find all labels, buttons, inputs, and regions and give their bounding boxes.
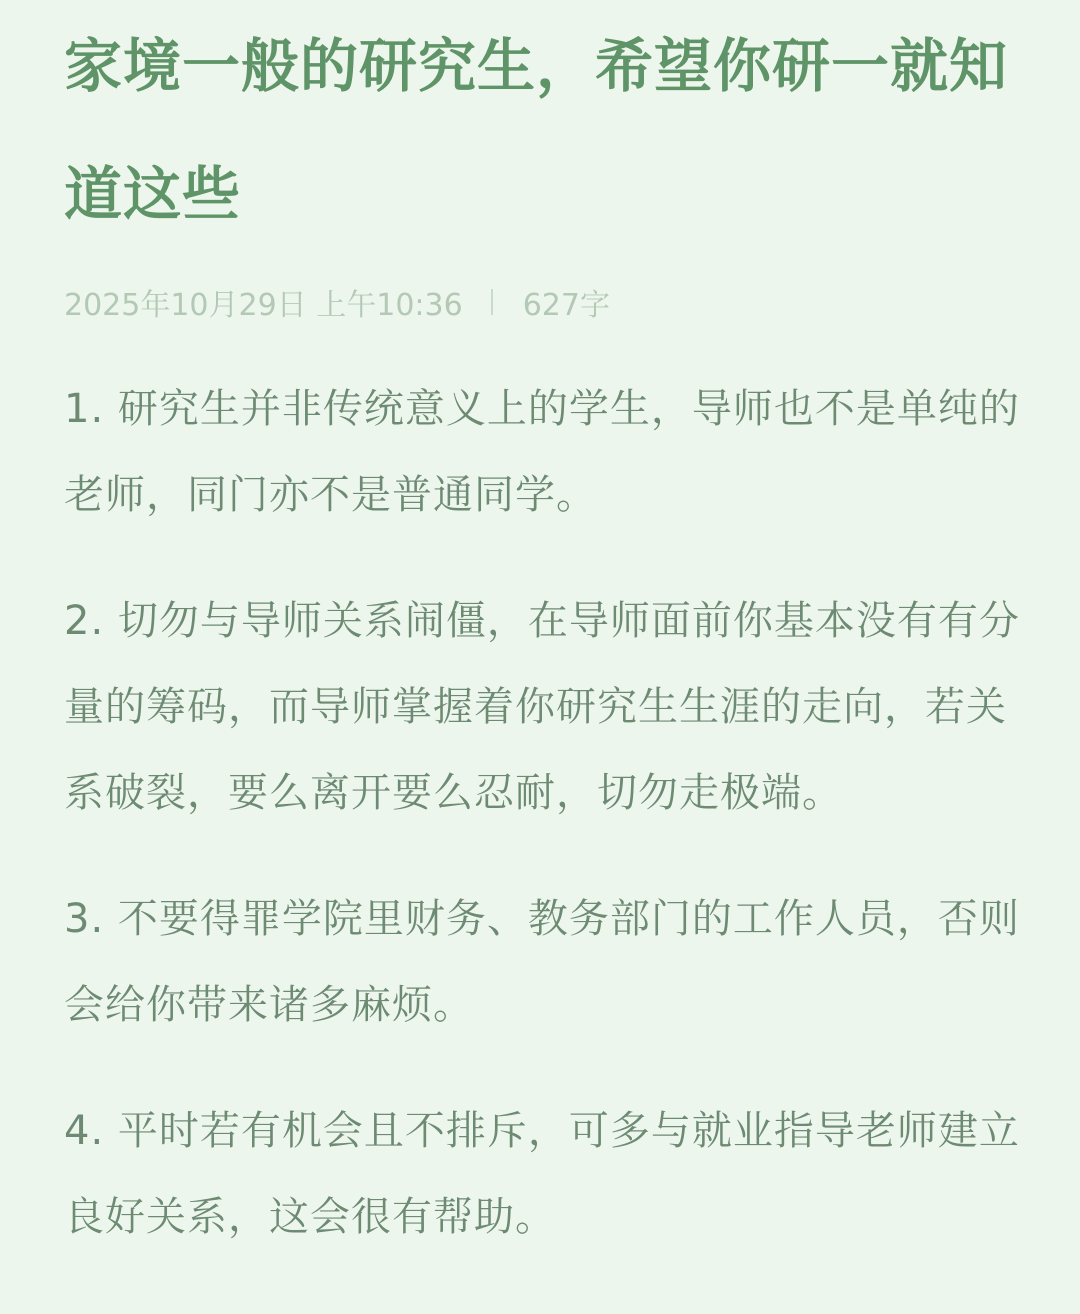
- publish-date: 2025年10月29日 上午10:36: [64, 288, 463, 323]
- word-count: 627字: [522, 288, 610, 323]
- paragraph-2: 2. 切勿与导师关系闹僵，在导师面前你基本没有有分量的筹码，而导师掌握着你研究生生涯的走向，若关系破裂，要么离开要么忍耐，切勿走极端。: [64, 598, 1020, 816]
- paragraph-1: 1. 研究生并非传统意义上的学生，导师也不是单纯的老师，同门亦不是普通同学。: [64, 386, 1020, 518]
- article-meta: [64, 280, 1028, 324]
- meta-divider: [491, 289, 493, 315]
- article-body: [64, 366, 1028, 1260]
- paragraph-4: 4. 平时若有机会且不排斥，可多与就业指导老师建立良好关系，这会很有帮助。: [64, 1108, 1020, 1240]
- paragraph-3: 3. 不要得罪学院里财务、教务部门的工作人员，否则会给你带来诸多麻烦。: [64, 896, 1020, 1028]
- article-title: 家境一般的研究生，希望你研一就知道这些: [64, 32, 1009, 228]
